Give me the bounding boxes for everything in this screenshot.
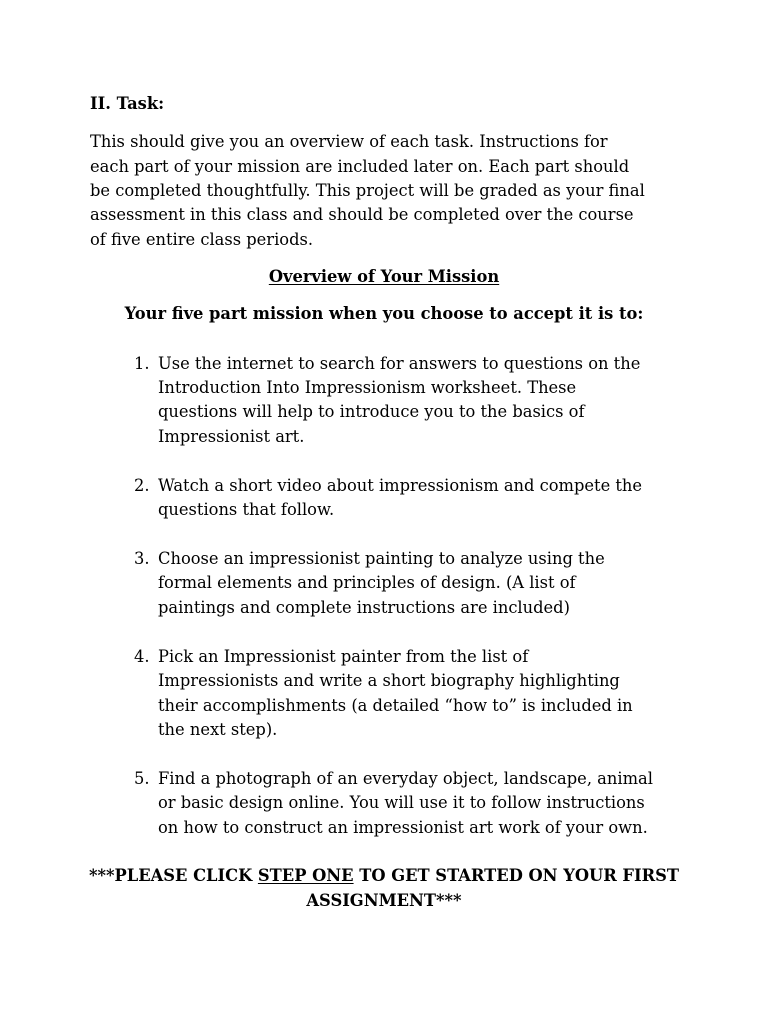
list-number: 1. — [134, 354, 150, 373]
list-item-line: Impressionist art. — [158, 427, 305, 446]
list-item-line: Introduction Into Impressionism worksheet. These — [158, 378, 577, 397]
intro-line: This should give you an overview of each task. Instructions for — [90, 132, 608, 151]
list-number: 3. — [134, 549, 150, 568]
list-item-line: formal elements and principles of design. (A list of — [158, 573, 576, 592]
list-item-line: their accomplishments (a detailed “how to” is included in — [158, 696, 633, 715]
list-number: 5. — [134, 769, 150, 788]
list-item-line: Pick an Impressionist painter from the list of — [158, 647, 529, 666]
list-item-line: or basic design online. You will use it to follow instructions — [158, 793, 645, 812]
closing-line-1 — [0, 864, 768, 888]
list-item-line: the next step). — [158, 720, 278, 739]
list-item-line: questions that follow. — [158, 500, 335, 519]
closing-suffix: TO GET STARTED ON YOUR FIRST — [353, 866, 679, 885]
closing-prefix: ***PLEASE CLICK — [88, 866, 258, 885]
list-number: 4. — [134, 647, 150, 666]
overview-title: Overview of Your Mission — [268, 267, 500, 286]
section-heading: II. Task: — [90, 94, 165, 113]
list-item-line: Find a photograph of an everyday object, landscape, animal — [158, 769, 653, 788]
intro-line: each part of your mission are included later on. Each part should — [90, 157, 630, 176]
overview-title-wrap — [0, 265, 768, 289]
mission-intro: Your five part mission when you choose to accept it is to: — [124, 304, 644, 323]
list-item-line: Use the internet to search for answers to questions on the — [158, 354, 641, 373]
intro-line: assessment in this class and should be completed over the course — [90, 205, 634, 224]
list-item-line: paintings and complete instructions are included) — [158, 598, 570, 617]
list-item-line: on how to construct an impressionist art work of your own. — [158, 818, 648, 837]
list-item-line: questions will help to introduce you to the basics of — [158, 402, 585, 421]
list-number: 2. — [134, 476, 150, 495]
list-item-line: Choose an impressionist painting to analyze using the — [158, 549, 605, 568]
closing-line-2: ASSIGNMENT*** — [306, 891, 462, 910]
intro-line: of five entire class periods. — [90, 230, 314, 249]
step-one-link[interactable]: STEP ONE — [257, 866, 354, 885]
intro-line: be completed thoughtfully. This project will be graded as your final — [90, 181, 645, 200]
list-item-line: Watch a short video about impressionism and compete the — [158, 476, 643, 495]
list-item-line: Impressionists and write a short biography highlighting — [158, 671, 620, 690]
